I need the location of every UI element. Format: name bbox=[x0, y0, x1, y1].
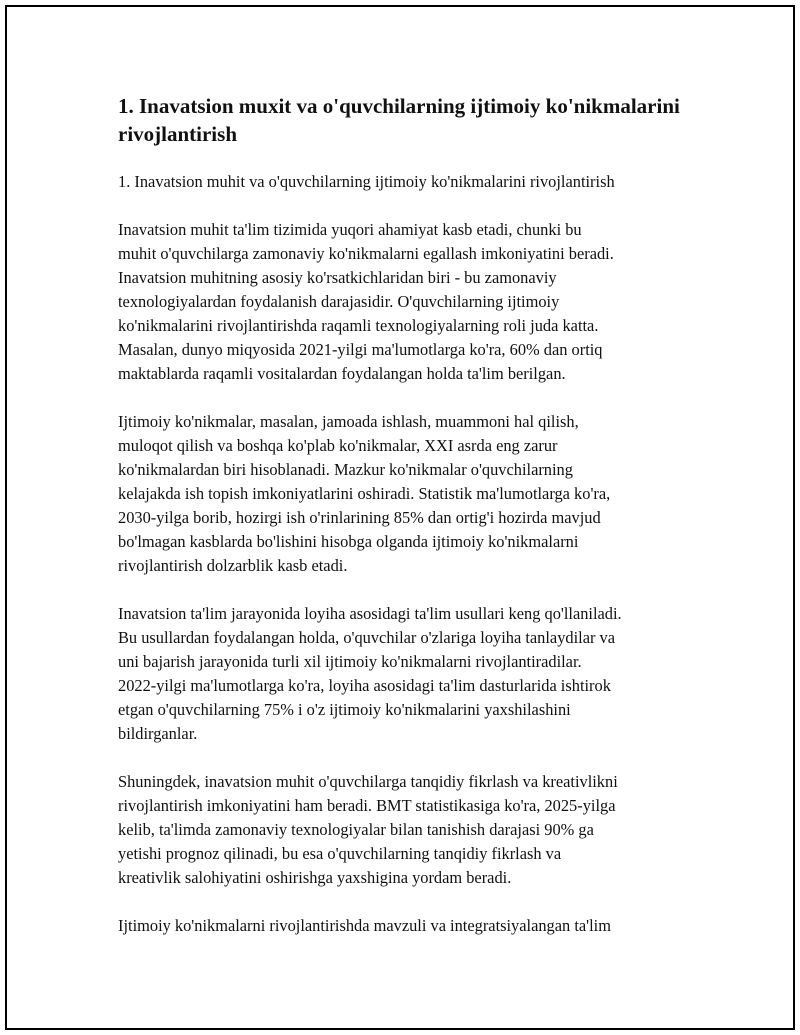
text-line: texnologiyalardan foydalanish darajasidir. O'quvchilarning ijtimoiy bbox=[118, 292, 560, 311]
document-body bbox=[118, 92, 700, 938]
text-line: rivojlantirish imkoniyatini ham beradi. BMT statistikasiga ko'ra, 2025-yilga bbox=[118, 796, 616, 815]
text-line: Ijtimoiy ko'nikmalar, masalan, jamoada ishlash, muammoni hal qilish, bbox=[118, 412, 579, 431]
text-line: maktablarda raqamli vositalardan foydalangan holda ta'lim berilgan. bbox=[118, 364, 566, 383]
section-subheading: 1. Inavatsion muhit va o'quvchilarning ijtimoiy ko'nikmalarini rivojlantirish bbox=[118, 172, 615, 191]
text-line: kelib, ta'limda zamonaviy texnologiyalar bilan tanishish darajasi 90% ga bbox=[118, 820, 594, 839]
title-line: 1. Inavatsion muxit va o'quvchilarning ijtimoiy ko'nikmalarini bbox=[118, 94, 680, 118]
paragraph bbox=[118, 602, 700, 746]
text-line: rivojlantirish dolzarblik kasb etadi. bbox=[118, 556, 348, 575]
title-line: rivojlantirish bbox=[118, 122, 237, 146]
text-line: kelajakda ish topish imkoniyatlarini oshiradi. Statistik ma'lumotlarga ko'ra, bbox=[118, 484, 611, 503]
text-line: yetishi prognoz qilinadi, bu esa o'quvchilarning tanqidiy fikrlash va bbox=[118, 844, 562, 863]
text-line: Inavatsion muhitning asosiy ko'rsatkichlaridan biri - bu zamonaviy bbox=[118, 268, 557, 287]
text-line: Shuningdek, inavatsion muhit o'quvchilarga tanqidiy fikrlash va kreativlikni bbox=[118, 772, 618, 791]
text-line: muloqot qilish va boshqa ko'plab ko'nikmalar, XXI asrda eng zarur bbox=[118, 436, 558, 455]
text-line: 2030-yilga borib, hozirgi ish o'rinlarining 85% dan ortig'i hozirda mavjud bbox=[118, 508, 601, 527]
paragraph bbox=[118, 410, 700, 578]
document-title bbox=[118, 92, 700, 148]
text-line: bo'lmagan kasblarda bo'lishini hisobga olganda ijtimoiy ko'nikmalarni bbox=[118, 532, 579, 551]
paragraph bbox=[118, 218, 700, 386]
text-line: ko'nikmalarini rivojlantirishda raqamli texnologiyalarning roli juda katta. bbox=[118, 316, 599, 335]
text-line: muhit o'quvchilarga zamonaviy ko'nikmalarni egallash imkoniyatini beradi. bbox=[118, 244, 614, 263]
text-line: Inavatsion muhit ta'lim tizimida yuqori ahamiyat kasb etadi, chunki bu bbox=[118, 220, 582, 239]
text-line: ko'nikmalardan biri hisoblanadi. Mazkur ko'nikmalar o'quvchilarning bbox=[118, 460, 573, 479]
text-line: Bu usullardan foydalangan holda, o'quvchilar o'zlariga loyiha tanlaydilar va bbox=[118, 628, 616, 647]
text-line: 2022-yilgi ma'lumotlarga ko'ra, loyiha asosidagi ta'lim dasturlarida ishtirok bbox=[118, 676, 611, 695]
text-line: Ijtimoiy ko'nikmalarni rivojlantirishda mavzuli va integratsiyalangan ta'lim bbox=[118, 916, 611, 935]
text-line: Inavatsion ta'lim jarayonida loyiha asosidagi ta'lim usullari keng qo'llaniladi. bbox=[118, 604, 622, 623]
text-line: bildirganlar. bbox=[118, 724, 198, 743]
paragraph bbox=[118, 914, 700, 938]
text-line: uni bajarish jarayonida turli xil ijtimoiy ko'nikmalarni rivojlantiradilar. bbox=[118, 652, 582, 671]
text-line: kreativlik salohiyatini oshirishga yaxshigina yordam beradi. bbox=[118, 868, 512, 887]
text-line: Masalan, dunyo miqyosida 2021-yilgi ma'lumotlarga ko'ra, 60% dan ortiq bbox=[118, 340, 603, 359]
text-line: etgan o'quvchilarning 75% i o'z ijtimoiy ko'nikmalarini yaxshilashini bbox=[118, 700, 571, 719]
paragraph bbox=[118, 770, 700, 890]
